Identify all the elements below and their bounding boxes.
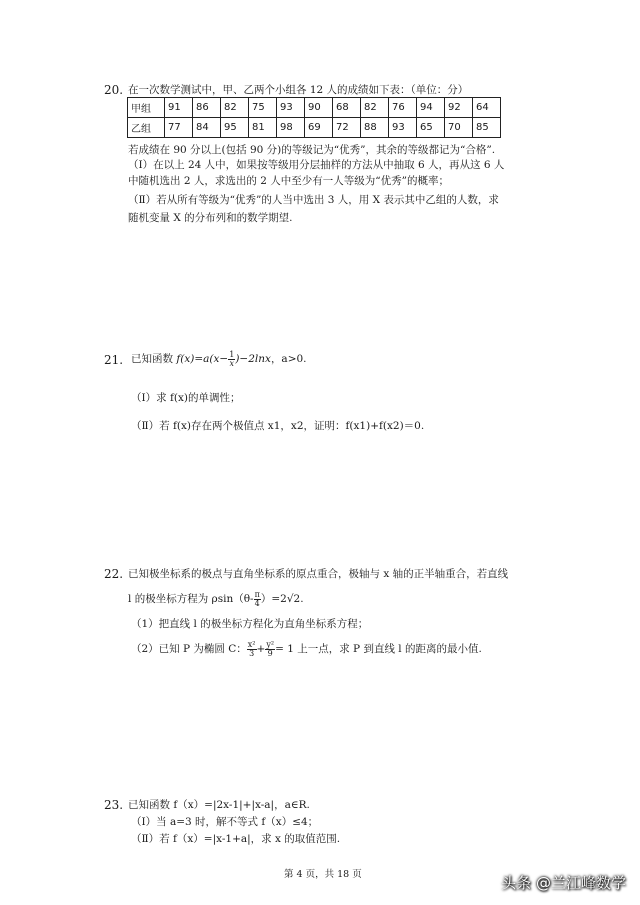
score-cell: 82 [221, 98, 249, 118]
q22-line2-fraction [254, 591, 261, 608]
q20-number: 20. [104, 83, 124, 97]
q21-part2: （Ⅱ）若 f(x)存在两个极值点 x1，x2，证明：f(x1)+f(x2)＝0. [131, 420, 425, 432]
score-cell: 88 [361, 118, 389, 138]
q22-part2 [131, 638, 482, 660]
score-cell: 70 [445, 118, 473, 138]
score-cell: 84 [193, 118, 221, 138]
score-cell: 65 [417, 118, 445, 138]
q21-part1: （Ⅰ）求 f(x)的单调性； [131, 392, 241, 404]
q21-statement [131, 346, 307, 372]
q22-line2 [128, 588, 304, 610]
q23-number: 23. [104, 798, 124, 812]
q21-pre: 已知函数 [131, 353, 177, 365]
q22-frac-x-den: 3 [249, 648, 255, 658]
q22-number: 22. [104, 567, 124, 581]
q22-line2-pre: l 的极坐标方程为 ρsin（θ- [128, 593, 254, 605]
q20-part2-line1: （Ⅱ）若从所有等级为“优秀”的人当中选出 3 人，用 X 表示其中乙组的人数，求 [128, 194, 499, 206]
score-cell: 76 [389, 98, 417, 118]
q22-part2-post: = 1 上一点，求 P 到直线 l 的距离的最小值. [275, 643, 482, 655]
q22-frac-y [265, 641, 275, 658]
score-cell: 98 [277, 118, 305, 138]
q22-frac-x-num: x² [247, 639, 256, 649]
q23-part2: （Ⅱ）若 f（x）=|x-1+a|，求 x 的取值范围. [131, 833, 341, 845]
q21-number: 21. [104, 353, 124, 367]
score-cell: 92 [445, 98, 473, 118]
score-cell: 95 [221, 118, 249, 138]
score-row-label: 甲组 [128, 98, 165, 118]
score-cell: 68 [333, 98, 361, 118]
watermark: 头条 @兰江峰数学 [501, 874, 626, 892]
q23-part1: （Ⅰ）当 a=3 时，解不等式 f（x）≤4； [131, 816, 319, 828]
score-cell: 93 [277, 98, 305, 118]
q20-note: 若成绩在 90 分以上(包括 90 分)的等级记为“优秀”，其余的等级都记为“合格”. [128, 144, 496, 156]
q20-intro: 在一次数学测试中，甲、乙两个小组各 12 人的成绩如下表：（单位：分） [128, 84, 469, 96]
score-row [128, 98, 501, 118]
q22-line2-post: ）=2√2. [260, 593, 304, 605]
q22-part1: （1）把直线 l 的极坐标方程化为直角坐标系方程； [131, 618, 369, 630]
score-cell: 90 [305, 98, 333, 118]
q20-part2-line2: 随机变量 X 的分布列和的数学期望. [128, 212, 293, 224]
score-cell: 86 [193, 98, 221, 118]
score-row [128, 118, 501, 138]
score-cell: 64 [473, 98, 501, 118]
q21-func-lhs: f(x)=a(x− [176, 353, 229, 365]
q21-frac-den: x [229, 358, 235, 368]
score-cell: 75 [249, 98, 277, 118]
q22-frac-x [247, 641, 257, 658]
q20-part1-line1: （Ⅰ）在以上 24 人中，如果按等级用分层抽样的方法从中抽取 6 人，再从这 6 人 [128, 159, 505, 171]
score-cell: 85 [473, 118, 501, 138]
score-cell: 82 [361, 98, 389, 118]
q21-frac-num: 1 [229, 349, 235, 359]
q23-line1: 已知函数 f（x）=|2x-1|+|x-a|，a∈R. [128, 799, 310, 811]
page-footer: 第 4 页，共 18 页 [284, 869, 362, 880]
score-cell: 93 [389, 118, 417, 138]
q22-line2-frac-den: 4 [254, 598, 260, 608]
score-cell: 72 [333, 118, 361, 138]
q20-part1-line2: 中随机选出 2 人，求选出的 2 人中至少有一人等级为“优秀”的概率； [128, 175, 449, 187]
score-cell: 94 [417, 98, 445, 118]
score-cell: 91 [165, 98, 193, 118]
score-cell: 69 [305, 118, 333, 138]
q22-frac-y-den: 9 [267, 648, 273, 658]
score-row-label: 乙组 [128, 118, 165, 138]
score-table [127, 97, 501, 138]
q21-func-rhs: )−2lnx [235, 353, 271, 365]
q22-line2-frac-num: π [254, 589, 260, 599]
q22-part2-pre: （2）已知 P 为椭圆 C： [131, 643, 247, 655]
score-cell: 81 [249, 118, 277, 138]
q21-cond: ，a>0. [270, 353, 307, 365]
q22-frac-y-num: y² [266, 639, 275, 649]
score-cell: 77 [165, 118, 193, 138]
q22-plus: + [256, 643, 266, 655]
q22-line1: 已知极坐标系的极点与直角坐标系的原点重合，极轴与 x 轴的正半轴重合，若直线 [128, 568, 509, 580]
